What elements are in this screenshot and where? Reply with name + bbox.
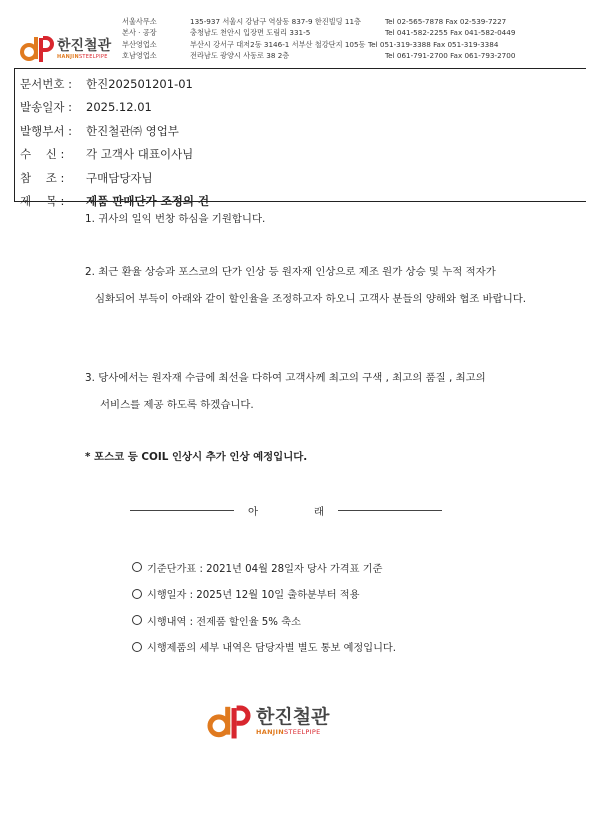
circle-bullet-icon bbox=[132, 562, 142, 572]
paragraph-2-line-2: 심화되어 부득이 아래와 같이 할인율을 조정하고자 하오니 고객사 분들의 양해와 협조 바랍니다. bbox=[95, 293, 527, 305]
list-item: 시행제품의 세부 내역은 담당자별 별도 통보 예정입니다. bbox=[132, 634, 396, 661]
address-block bbox=[122, 16, 515, 62]
divider-dash-right bbox=[338, 510, 442, 511]
field-subject: 제 목 : 제품 판매단가 조정의 건 bbox=[20, 194, 210, 209]
address-row: 본사 · 공장 충청남도 천안시 입장면 도림리 331-5 Tel 041-582-2255 Fax 041-582-0449 bbox=[122, 28, 516, 38]
field-reference: 참 조 : 구매담당자님 bbox=[20, 170, 153, 185]
ahre-divider bbox=[130, 503, 442, 518]
field-doc-number: 문서번호 : 한진202501201-01 bbox=[20, 76, 193, 91]
ahre-right: 래 bbox=[314, 506, 325, 518]
paragraph-2-line-1: 2. 최근 환율 상승과 포스코의 단가 인상 등 원자재 인상으로 제조 원가 상승 및 누적 적자가 bbox=[85, 266, 496, 278]
logo-name-en: HANJINSTEELPIPE bbox=[256, 728, 321, 737]
document-fields bbox=[20, 72, 209, 213]
paragraph-1: 1. 귀사의 일익 번창 하심을 기원합니다. bbox=[85, 213, 266, 225]
paragraph-3-line-2: 서비스를 제공 하도록 하겠습니다. bbox=[100, 399, 254, 411]
list-item: 기준단가표 : 2021년 04월 28일자 당사 가격표 기준 bbox=[132, 554, 396, 581]
logo-name-en: HANJINSTEELPIPE bbox=[57, 53, 108, 60]
dp-logo-icon bbox=[206, 703, 252, 741]
field-send-date: 발송일자 : 2025.12.01 bbox=[20, 100, 152, 115]
field-recipient: 수 신 : 각 고객사 대표이사님 bbox=[20, 147, 194, 162]
header-logo bbox=[20, 34, 111, 64]
logo-name-ko: 한진철관 bbox=[57, 37, 112, 54]
address-row: 서울사무소 135-937 서울시 강남구 역삼동 837-9 한진빌딩 11층 Tel 02-565-7878 Fax 02-539-7227 bbox=[122, 17, 507, 26]
list-item: 시행내역 : 전제품 할인율 5% 축소 bbox=[132, 607, 396, 634]
footer-logo bbox=[206, 703, 329, 741]
ahre-left: 아 bbox=[247, 506, 258, 518]
list-item: 시행일자 : 2025년 12월 10일 출하분부터 적용 bbox=[132, 581, 396, 608]
address-row: 호남영업소 전라남도 광양시 사동로 38 2층 Tel 061-791-2700 Fax 061-793-2700 bbox=[122, 51, 516, 61]
field-issuing-dept: 발행부서 : 한진철관㈜ 영업부 bbox=[20, 123, 179, 138]
detail-items bbox=[132, 554, 396, 660]
paragraph-3-line-1: 3. 당사에서는 원자재 수급에 최선을 다하여 고객사께 최고의 구색 , 최고의 품질 , 최고의 bbox=[85, 372, 486, 384]
divider-dash-left bbox=[130, 510, 234, 511]
header-divider-top bbox=[14, 68, 586, 69]
notice-line: * 포스코 등 COIL 인상시 추가 인상 예정입니다. bbox=[85, 451, 308, 463]
circle-bullet-icon bbox=[132, 642, 142, 652]
logo-name-ko: 한진철관 bbox=[256, 706, 330, 729]
circle-bullet-icon bbox=[132, 589, 142, 599]
dp-logo-icon bbox=[20, 34, 54, 64]
circle-bullet-icon bbox=[132, 615, 142, 625]
header-divider-left bbox=[14, 68, 15, 202]
address-row: 부산영업소 부산시 강서구 대저2동 3146-1 서부산 철강단지 105동 Tel 051-319-3388 Fax 051-319-3384 bbox=[122, 39, 499, 49]
